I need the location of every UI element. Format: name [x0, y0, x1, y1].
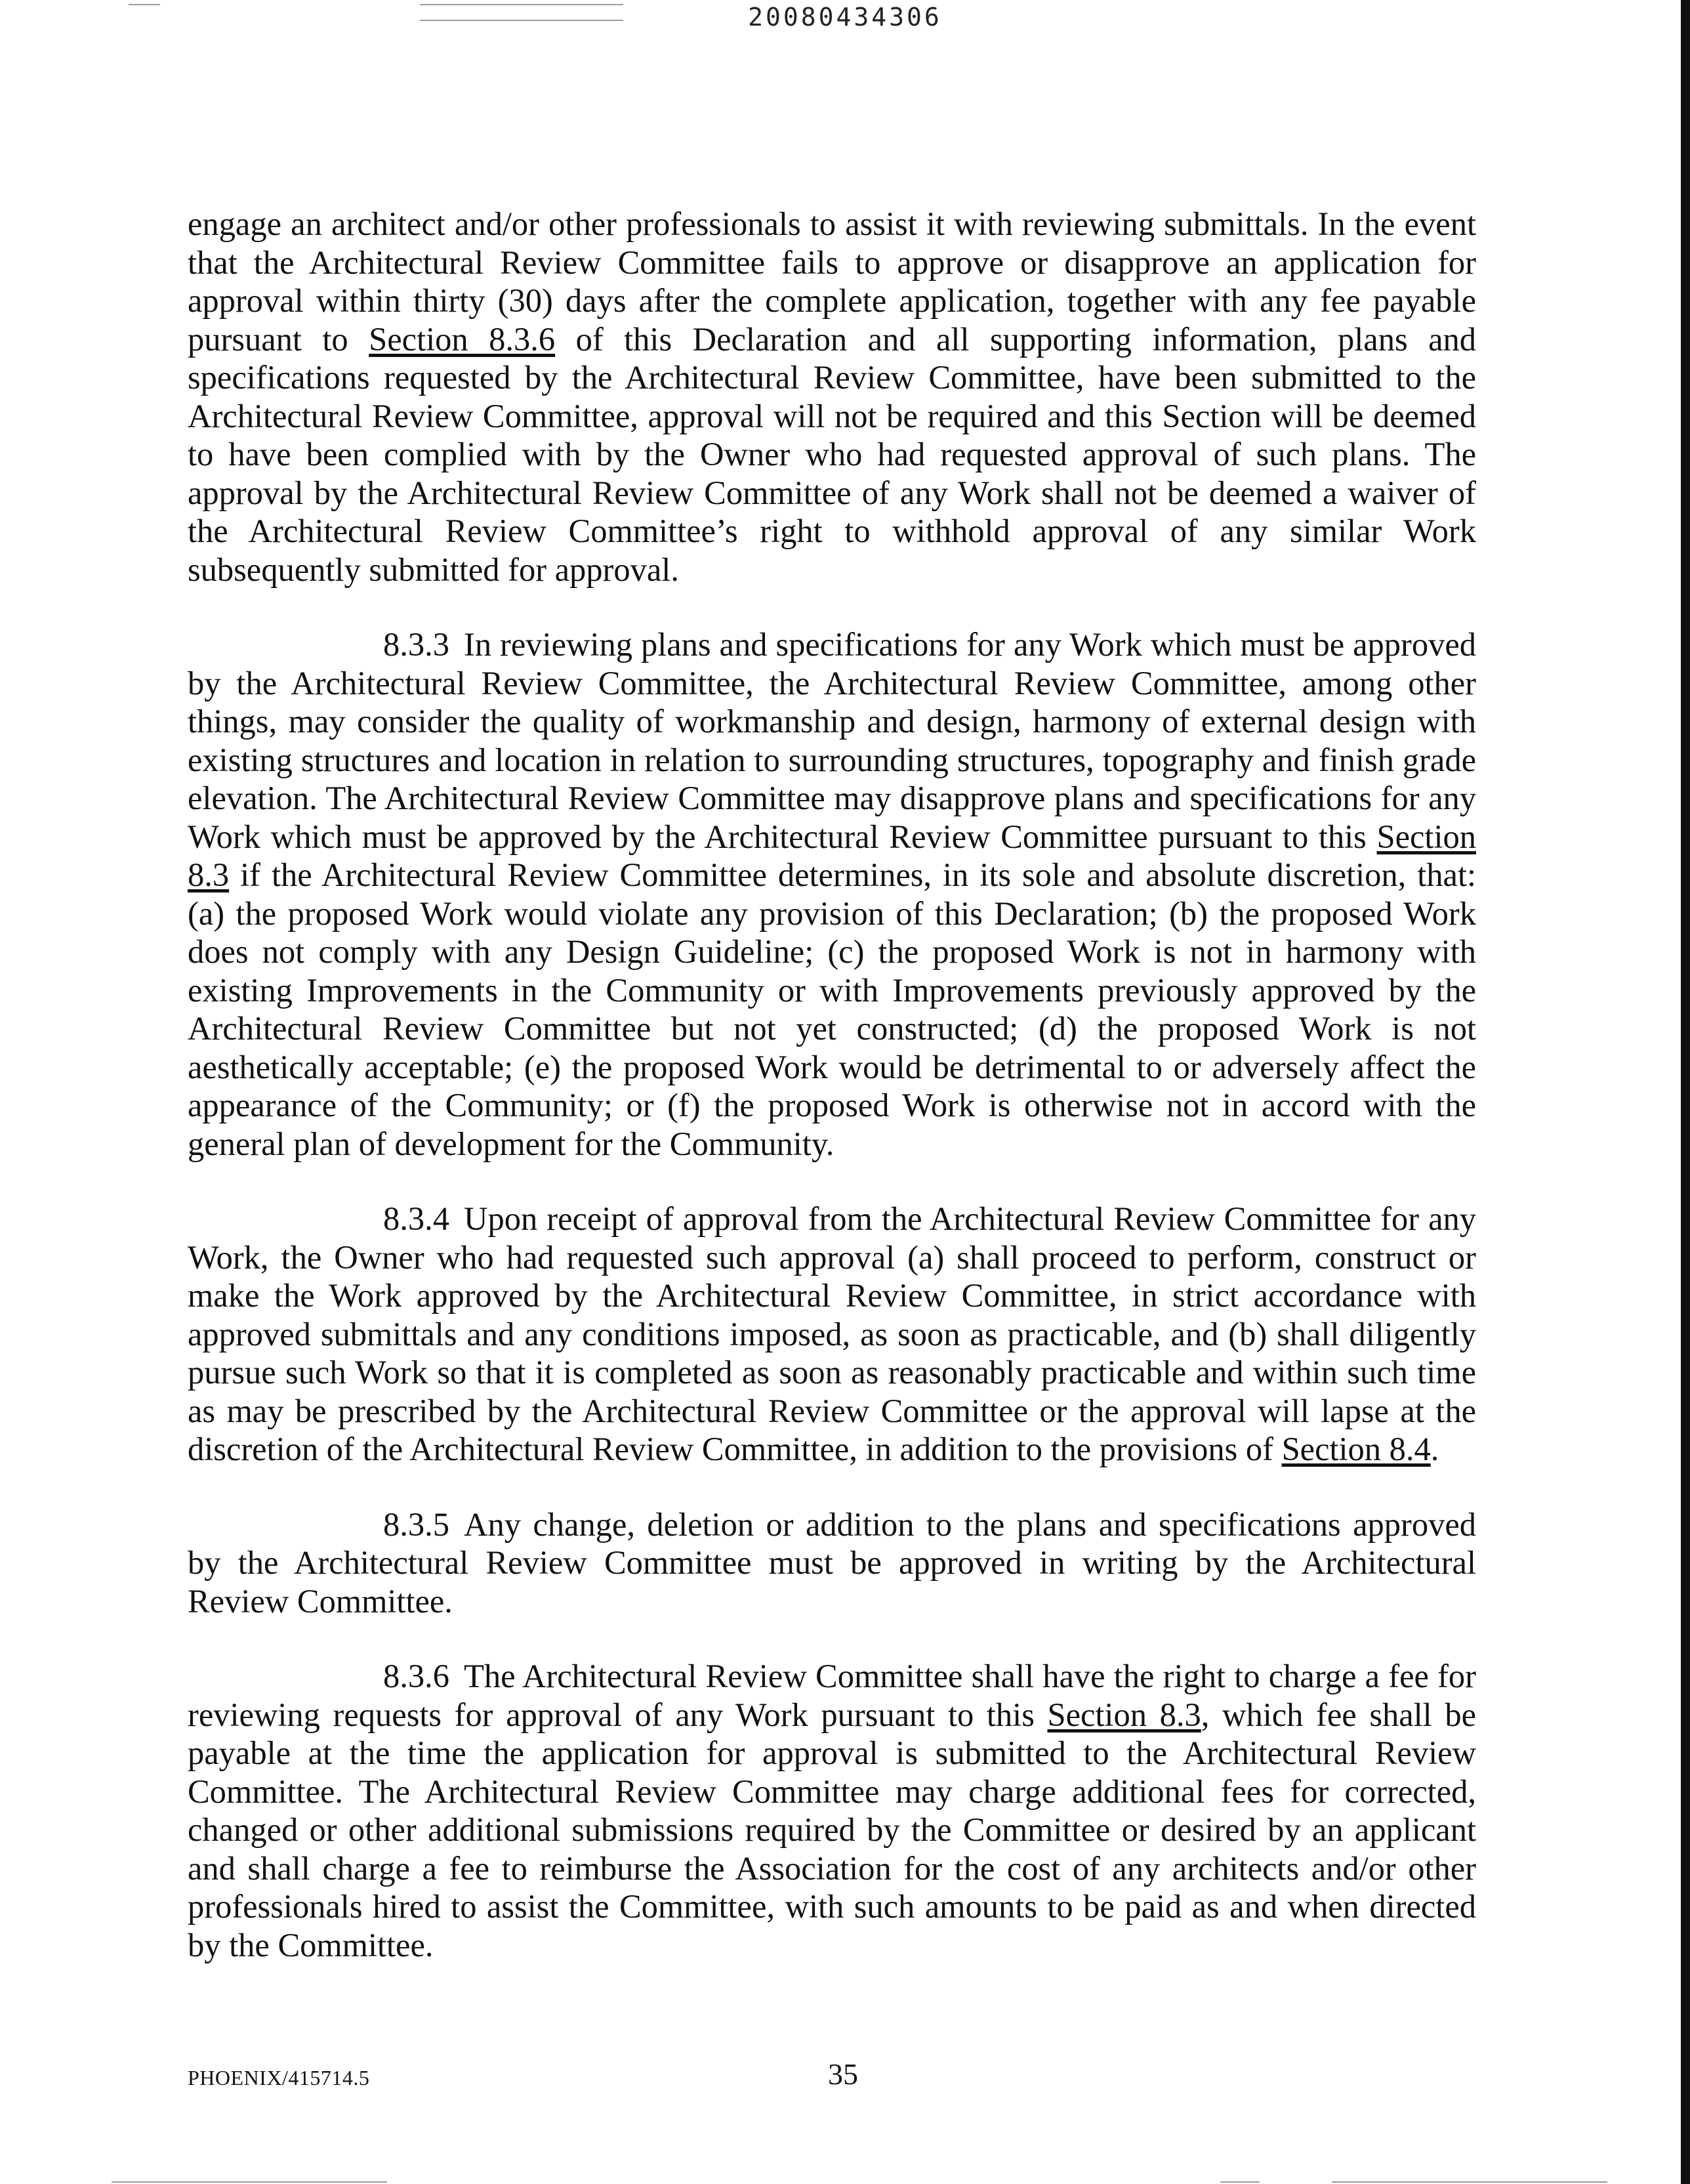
paragraph-8-3-4	[188, 1200, 1476, 1469]
paragraph-text: engage an architect and/or other professionals to assist it with reviewing submittals. In the event that the Architectural Review Committee fails to approve or disapprove an application for approval within thirty (30) days after the complete application, together with any fee payable pursuant to	[188, 205, 1476, 358]
scan-artifact-bottom-right-2	[1332, 2181, 1607, 2183]
paragraph-8-3-5	[188, 1505, 1476, 1621]
paragraph-continuation	[188, 205, 1476, 589]
paragraph-text: The Architectural Review Committee shall have the right to charge a fee for reviewing requests for approval of any Work pursuant to this	[188, 1658, 1476, 1733]
section-number: 8.3.5	[383, 1505, 449, 1543]
section-number: 8.3.6	[383, 1658, 449, 1694]
page-number: 35	[828, 2057, 858, 2091]
footer-document-id: PHOENIX/415714.5	[188, 2066, 370, 2090]
section-reference: Section 8.3.6	[369, 320, 556, 358]
paragraph-text: .	[1430, 1431, 1439, 1467]
paragraph-8-3-6	[188, 1657, 1476, 1964]
recording-number: 20080434306	[748, 3, 942, 32]
scan-artifact-bottom-left	[112, 2181, 387, 2183]
document-body	[188, 205, 1476, 2001]
paragraph-text: if the Architectural Review Committee determines, in its sole and absolute discretion, that: (a) the proposed Work would violate any provision of this Declaration; (b) the proposed Work does not comply with any Design Guideline; (c) the proposed Work is not in harmony with existing Improvements in the Community or with Improvements previously approved by the Architectural Review Committee but not yet constructed; (d) the proposed Work is not aesthetically acceptable; (e) the proposed Work would be detrimental to or adversely affect the appearance of the Community; or (f) the proposed Work is otherwise not in accord with the general plan of development for the Community.	[188, 856, 1476, 1162]
paragraph-text: Any change, deletion or addition to the plans and specifications approved by the Architectural Review Committee must be approved in writing by the Architectural Review Committee.	[188, 1505, 1476, 1620]
paragraph-text: , which fee shall be payable at the time the application for approval is submitted to the Architectural Review Committee. The Architectural Review Committee may charge additional fees for corrected, changed or other additional submissions required by the Committee or desired by an applicant and shall charge a fee to reimburse the Association for the cost of any architects and/or other professionals hired to assist the Committee, with such amounts to be paid as and when directed by the Committee.	[188, 1696, 1476, 1964]
section-number: 8.3.3	[383, 626, 449, 663]
paragraph-text: Upon receipt of approval from the Architectural Review Committee for any Work, the Owner who had requested such approval (a) shall proceed to perform, construct or make the Work approved by the Architectural Review Committee, in strict accordance with approved submittals and any conditions imposed, as soon as practicable, and (b) shall diligently pursue such Work so that it is completed as soon as reasonably practicable and within such time as may be prescribed by the Architectural Review Committee or the approval will lapse at the discretion of the Architectural Review Committee, in addition to the provisions of	[188, 1200, 1476, 1467]
paragraph-8-3-3	[188, 625, 1476, 1163]
section-reference: Section 8.3	[188, 818, 1476, 893]
section-reference: Section 8.4	[1281, 1431, 1431, 1467]
scan-right-edge	[1681, 0, 1690, 2184]
paragraph-text: In reviewing plans and specifications for any Work which must be approved by the Architectural Review Committee, the Architectural Review Committee, among other things, may consider the quality of workmanship and design, harmony of external design with existing structures and location in relation to surrounding structures, topography and finish grade elevation. The Architectural Review Committee may disapprove plans and specifications for any Work which must be approved by the Architectural Review Committee pursuant to this	[188, 626, 1476, 855]
paragraph-text: of this Declaration and all supporting information, plans and specifications requested by the Architectural Review Committee, have been submitted to the Architectural Review Committee, approval will not be required and this Section will be deemed to have been complied with by the Owner who had requested approval of such plans. The approval by the Architectural Review Committee of any Work shall not be deemed a waiver of the Architectural Review Committee’s right to withhold approval of any similar Work subsequently submitted for approval.	[188, 320, 1476, 588]
section-number: 8.3.4	[383, 1200, 449, 1237]
section-reference: Section 8.3	[1047, 1696, 1201, 1733]
scan-artifact-bottom-right	[1220, 2181, 1260, 2183]
